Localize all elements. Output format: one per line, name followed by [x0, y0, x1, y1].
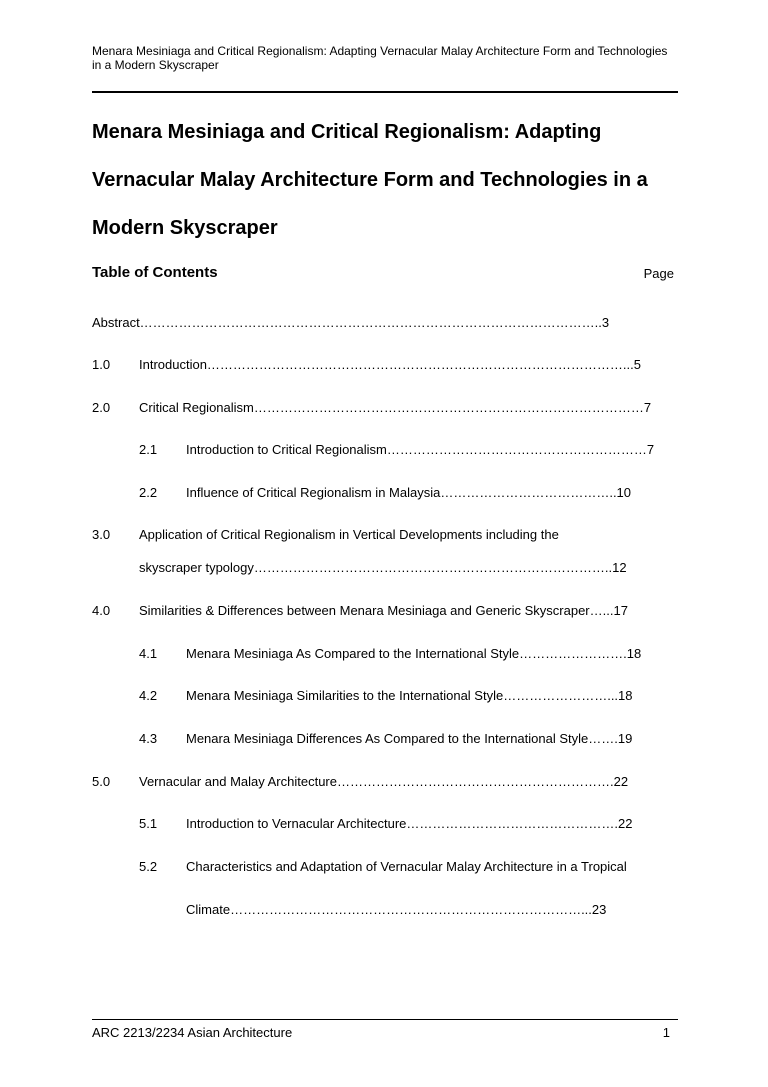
- toc-entry-vernacular-malay[interactable]: Vernacular and Malay Architecture……………………………………………………….22: [139, 774, 629, 789]
- toc-entry-compared-international[interactable]: Menara Mesiniaga As Compared to the International Style…………………….18: [186, 646, 642, 661]
- title-line-3: Modern Skyscraper: [92, 217, 278, 239]
- running-header: Menara Mesiniaga and Critical Regionalism: Adapting Vernacular Malay Architecture Form and Technologies in a Modern Skyscraper: [92, 44, 668, 72]
- toc-entry-number: 5.1: [139, 816, 158, 831]
- toc-entry-influence-malaysia[interactable]: Influence of Critical Regionalism in Malaysia…………………………………..10: [186, 485, 632, 500]
- toc-entry-number: 3.0: [92, 527, 111, 542]
- toc-entry-number: 1.0: [92, 357, 111, 372]
- toc-entry-climate[interactable]: Climate………………………………………………………………………...23: [186, 902, 607, 917]
- toc-page-label: Page: [643, 266, 674, 281]
- toc-entry-number: 2.2: [139, 485, 158, 500]
- document-title: [92, 108, 692, 252]
- toc-entry-application-vertical[interactable]: Application of Critical Regionalism in Vertical Developments including the: [139, 527, 559, 542]
- header-divider: [92, 91, 678, 93]
- toc-entry-number: 2.0: [92, 400, 111, 415]
- toc-entry-number: 4.0: [92, 603, 111, 618]
- toc-heading: Table of Contents: [92, 264, 218, 281]
- toc-entry-differences-international[interactable]: Menara Mesiniaga Differences As Compared to the International Style…….19: [186, 731, 633, 746]
- toc-entry-similarities-differences[interactable]: Similarities & Differences between Menara Mesiniaga and Generic Skyscraper…...17: [139, 603, 628, 618]
- footer-page-number: 1: [662, 1025, 670, 1040]
- toc-entry-number: 5.0: [92, 774, 111, 789]
- toc-heading-row: [92, 264, 676, 284]
- title-line-2: Vernacular Malay Architecture Form and Technologies in a: [92, 169, 648, 191]
- toc-entry-skyscraper-typology[interactable]: skyscraper typology………………………………………………………………………..12: [139, 560, 627, 575]
- footer-course: ARC 2213/2234 Asian Architecture: [92, 1025, 293, 1040]
- toc-entry-intro-critical-regionalism[interactable]: Introduction to Critical Regionalism……………………………………………………7: [186, 442, 655, 457]
- toc-entry-number: 4.3: [139, 731, 158, 746]
- title-line-1: Menara Mesiniaga and Critical Regionalism: Adapting: [92, 121, 602, 143]
- footer-divider: [92, 1019, 678, 1020]
- toc-entry-number: 4.2: [139, 688, 158, 703]
- toc-entry-abstract[interactable]: Abstract……………………………………………………………………………………………..3: [92, 315, 610, 330]
- toc-entry-number: 5.2: [139, 859, 158, 874]
- toc-entry-intro-vernacular[interactable]: Introduction to Vernacular Architecture………………………………………….22: [186, 816, 633, 831]
- toc-entry-similarities-international[interactable]: Menara Mesiniaga Similarities to the International Style……………………...18: [186, 688, 633, 703]
- toc-entry-critical-regionalism[interactable]: Critical Regionalism………………………………………………………………………………7: [139, 400, 652, 415]
- toc-entry-characteristics-tropical[interactable]: Characteristics and Adaptation of Vernacular Malay Architecture in a Tropical: [186, 859, 627, 874]
- toc-entry-number: 4.1: [139, 646, 158, 661]
- toc-entry-introduction[interactable]: Introduction……………………………………………………………………………………...5: [139, 357, 641, 372]
- toc-entry-number: 2.1: [139, 442, 158, 457]
